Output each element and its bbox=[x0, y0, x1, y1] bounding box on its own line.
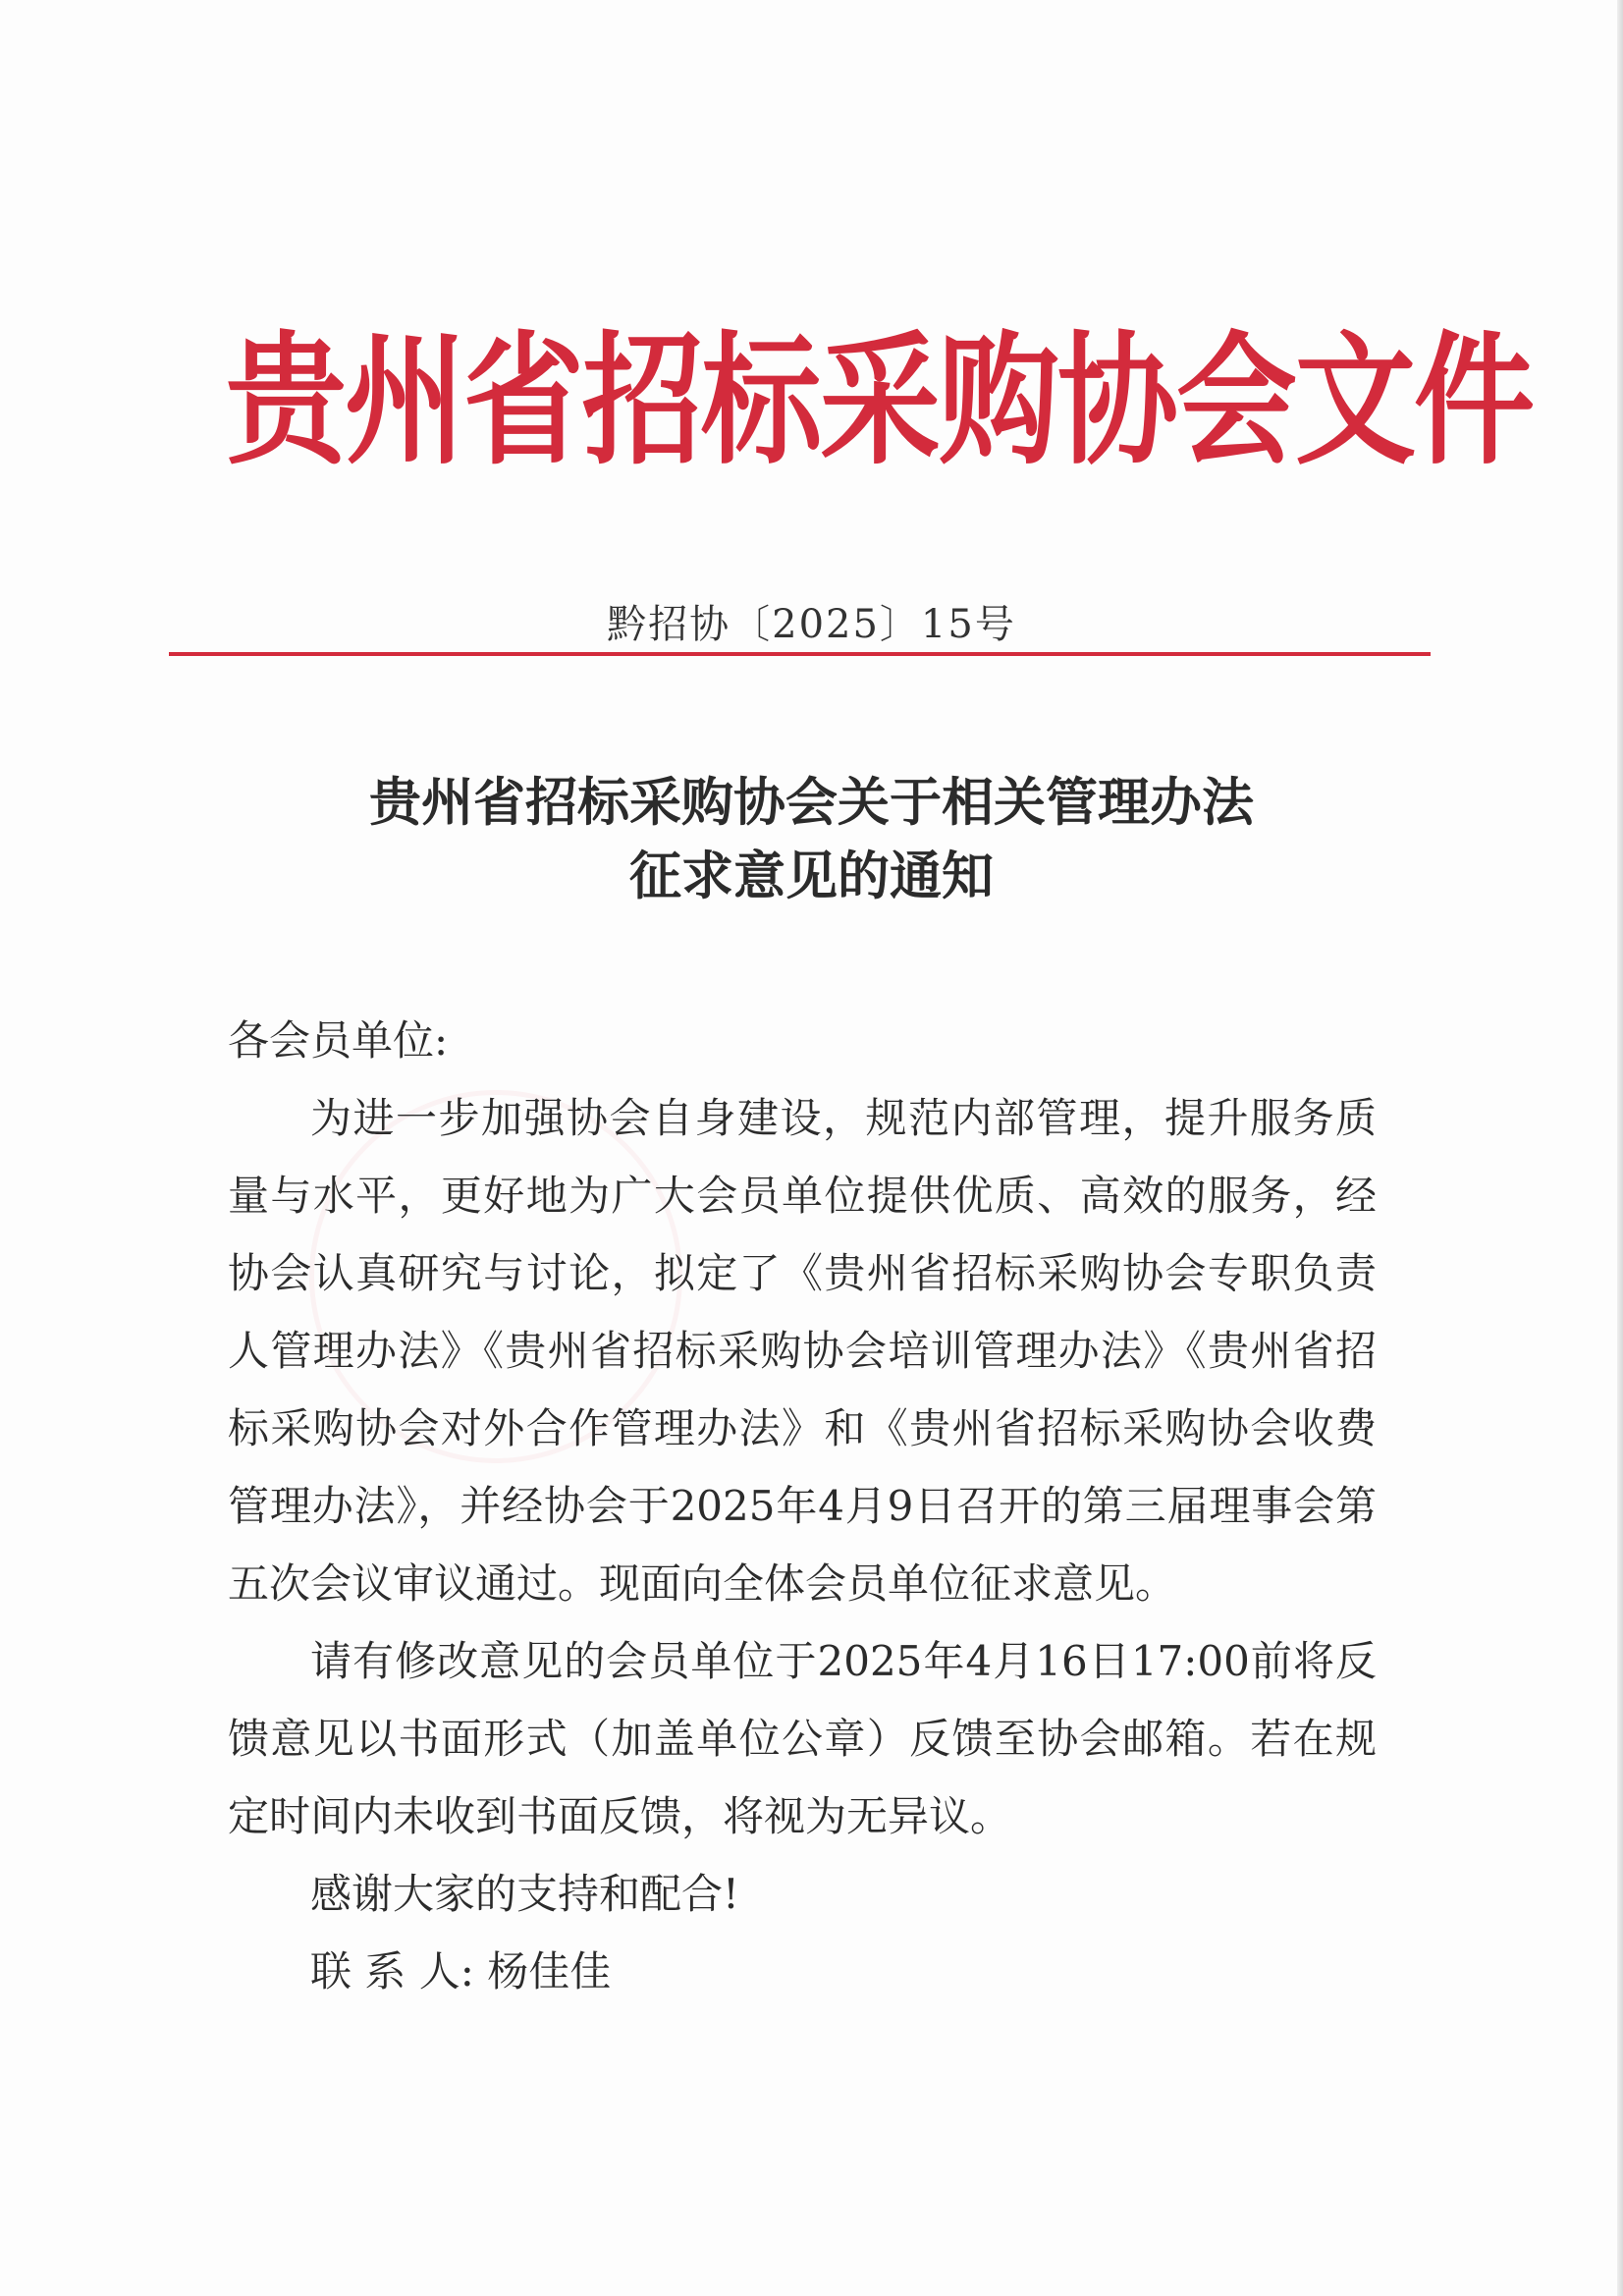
org-document-header: 贵州省招标采购协会文件 bbox=[226, 319, 1533, 485]
scan-edge bbox=[1617, 0, 1623, 2296]
salutation: 各会员单位: bbox=[228, 1016, 449, 1065]
notice-body bbox=[228, 1002, 1377, 2010]
document-number: 黔招协〔2025〕15号 bbox=[607, 602, 1016, 647]
notice-title bbox=[0, 766, 1623, 913]
contact-person: 联 系 人: 杨佳佳 bbox=[310, 1947, 612, 1995]
body-paragraph-2: 请有修改意见的会员单位于2025年4月16日17:00前将反馈意见以书面形式（加盖单位公章）反馈至协会邮箱。若在规定时间内未收到书面反馈，将视为无异议。 bbox=[228, 1637, 1377, 1840]
notice-title-line-1: 贵州省招标采购协会关于相关管理办法 bbox=[369, 772, 1254, 833]
notice-title-line-2: 征求意见的通知 bbox=[629, 846, 994, 906]
thanks-line: 感谢大家的支持和配合! bbox=[310, 1870, 739, 1918]
red-divider-line bbox=[169, 652, 1431, 656]
body-paragraph-1: 为进一步加强协会自身建设，规范内部管理，提升服务质量与水平，更好地为广大会员单位提供优质、高效的服务，经协会认真研究与讨论，拟定了《贵州省招标采购协会专职负责人管理办法》《贵州省招标采购协会培训管理办法》《贵州省招标采购协会对外合作管理办法》和《贵州省招标采购协会收费管理办法》，并经协会于2025年4月9日召开的第三届理事会第五次会议审议通过。现面向全体会员单位征求意见。 bbox=[228, 1094, 1377, 1608]
